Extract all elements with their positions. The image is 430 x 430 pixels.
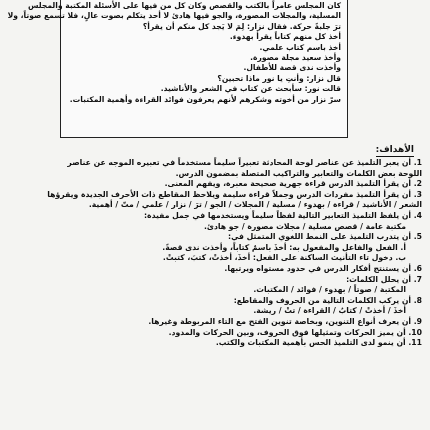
story-line: سرّ نزار من أخوته وشكرهم لأنهم يعرفون فوائد القراءة وأهمية المكتبات. (69, 94, 341, 104)
objective-line: أ. الفعل والفاعل والمفعول به: أخذَ باسمٌ كتاباً، وأخذت ندى قصةً. (162, 242, 406, 252)
objective-item (4, 179, 422, 190)
story-line: أخذ كل منهم كتاباً يقرأ بهدوء. (229, 32, 341, 42)
objective-line: 4. أن يلفظ التلميذ التعابير التالية لفظاً سليماً ويستخدمها في جمل مفيدة: (143, 210, 422, 220)
objective-line: الشعر / الأناشيد / قراءة / بهدوء / مسلية / المجلات / الجو / ترَ / نزار / علمي / متّ / أهمية. (88, 200, 422, 210)
objective-line: ب. دخول تاء التأنيث الساكنة على الفعل: أخذَ، أخذتْ، كتبَ، كتبتْ. (162, 253, 406, 263)
objective-line: 7. أن يحلل الكلمات: (346, 274, 422, 284)
objective-item (4, 211, 422, 232)
story-line: كان المجلس عامراً بالكتب والقصص وكان كل من فيها على الأسئلة المكتبة والمجلس (28, 1, 341, 10)
story-line: ترَ جلبةً حركة. فقال نزار: لِمَ لا يَجد كل منكم أن يقرأ؟ (142, 21, 341, 31)
story-box (7, 0, 348, 138)
objective-item (4, 328, 422, 339)
story-line: قالت نور: سأبحث عن كتاب في الشعر والأناشيد. (160, 84, 341, 94)
objective-line: 11. أن ينمو لدى التلميذ الحس بأهمية المكتبات والكتب. (215, 338, 422, 348)
objective-line: مكتبة عامة / قصص مسلية / مجلات مصورة / جو هادئ. (204, 221, 406, 231)
story-line: قال نزار: وأنتِ يا نور ماذا تحبين؟ (217, 73, 341, 83)
objective-line: 3. أن يقرأ التلميذ مفردات الدرس وجملاً قراءة سليمة ويلاحظ المقاطع ذات الأحرف الجديدة ويقرؤها (47, 189, 422, 199)
objective-line: المكتبة / صوتاً / بهدوء / فوائد / المكتبات. (253, 285, 406, 295)
objective-line: 2. أن يقرأ التلميذ الدرس قراءة جهرية صحيحة معبرة، ويفهم المعنى. (164, 179, 422, 189)
objectives-list (4, 158, 422, 349)
objective-line: 5. أن يتدرب التلميذ على النمط اللغوي المتمثل في: (228, 232, 422, 242)
story-line: المسلية، والمجلات المصورة، والجو فيها هادئ لا أحد يتكلم بصوت عالٍ، فلا تسمع صوتاً، ولا (7, 11, 341, 21)
objective-item (4, 317, 422, 328)
objective-item (4, 338, 422, 349)
objective-item (4, 264, 422, 275)
objective-line: 8. أن يركب الكلمات التالية من الحروف والمقاطع: (233, 295, 422, 305)
story-line: أخذ باسم كتاب علمي. (259, 42, 341, 52)
objective-line: 9. أن يعرف أنواع التنوين، وبخاصة تنوين الفتح مع التاء المربوطة وغيرها. (148, 316, 422, 326)
objective-item (4, 232, 422, 264)
objective-line: 1. أن يعبر التلميذ عن عناصر لوحة المحادثة تعبيراً سليماً مستخدماً في تعبيره الموجه عن عناصر (67, 158, 422, 167)
story-line: وأخذ سعيد مجلة مصورة. (250, 53, 341, 63)
objective-item (4, 296, 422, 317)
objective-line: أخذَ / أخذتْ / كتابٌ / القراءة / تتْ / ريشة. (253, 306, 406, 316)
story-line: وأخذت ندى قصة للأطفال. (243, 63, 341, 73)
objective-line: 6. أن يستنتج أفكار الدرس في حدود مستواه ويرتبها. (224, 263, 422, 273)
objective-line: 10. أن يميز الحركات وتمثيلها فوق الحروف، وبين الحركات والمدود. (168, 327, 422, 337)
objective-item (4, 158, 422, 179)
objective-item (4, 190, 422, 211)
objective-item (4, 275, 422, 296)
objective-line: اللوحة بعض الكلمات والتعابير والتراكيب المتصلة بمضمون الدرس. (175, 168, 422, 178)
objectives-heading: الأهداف: (375, 145, 414, 155)
